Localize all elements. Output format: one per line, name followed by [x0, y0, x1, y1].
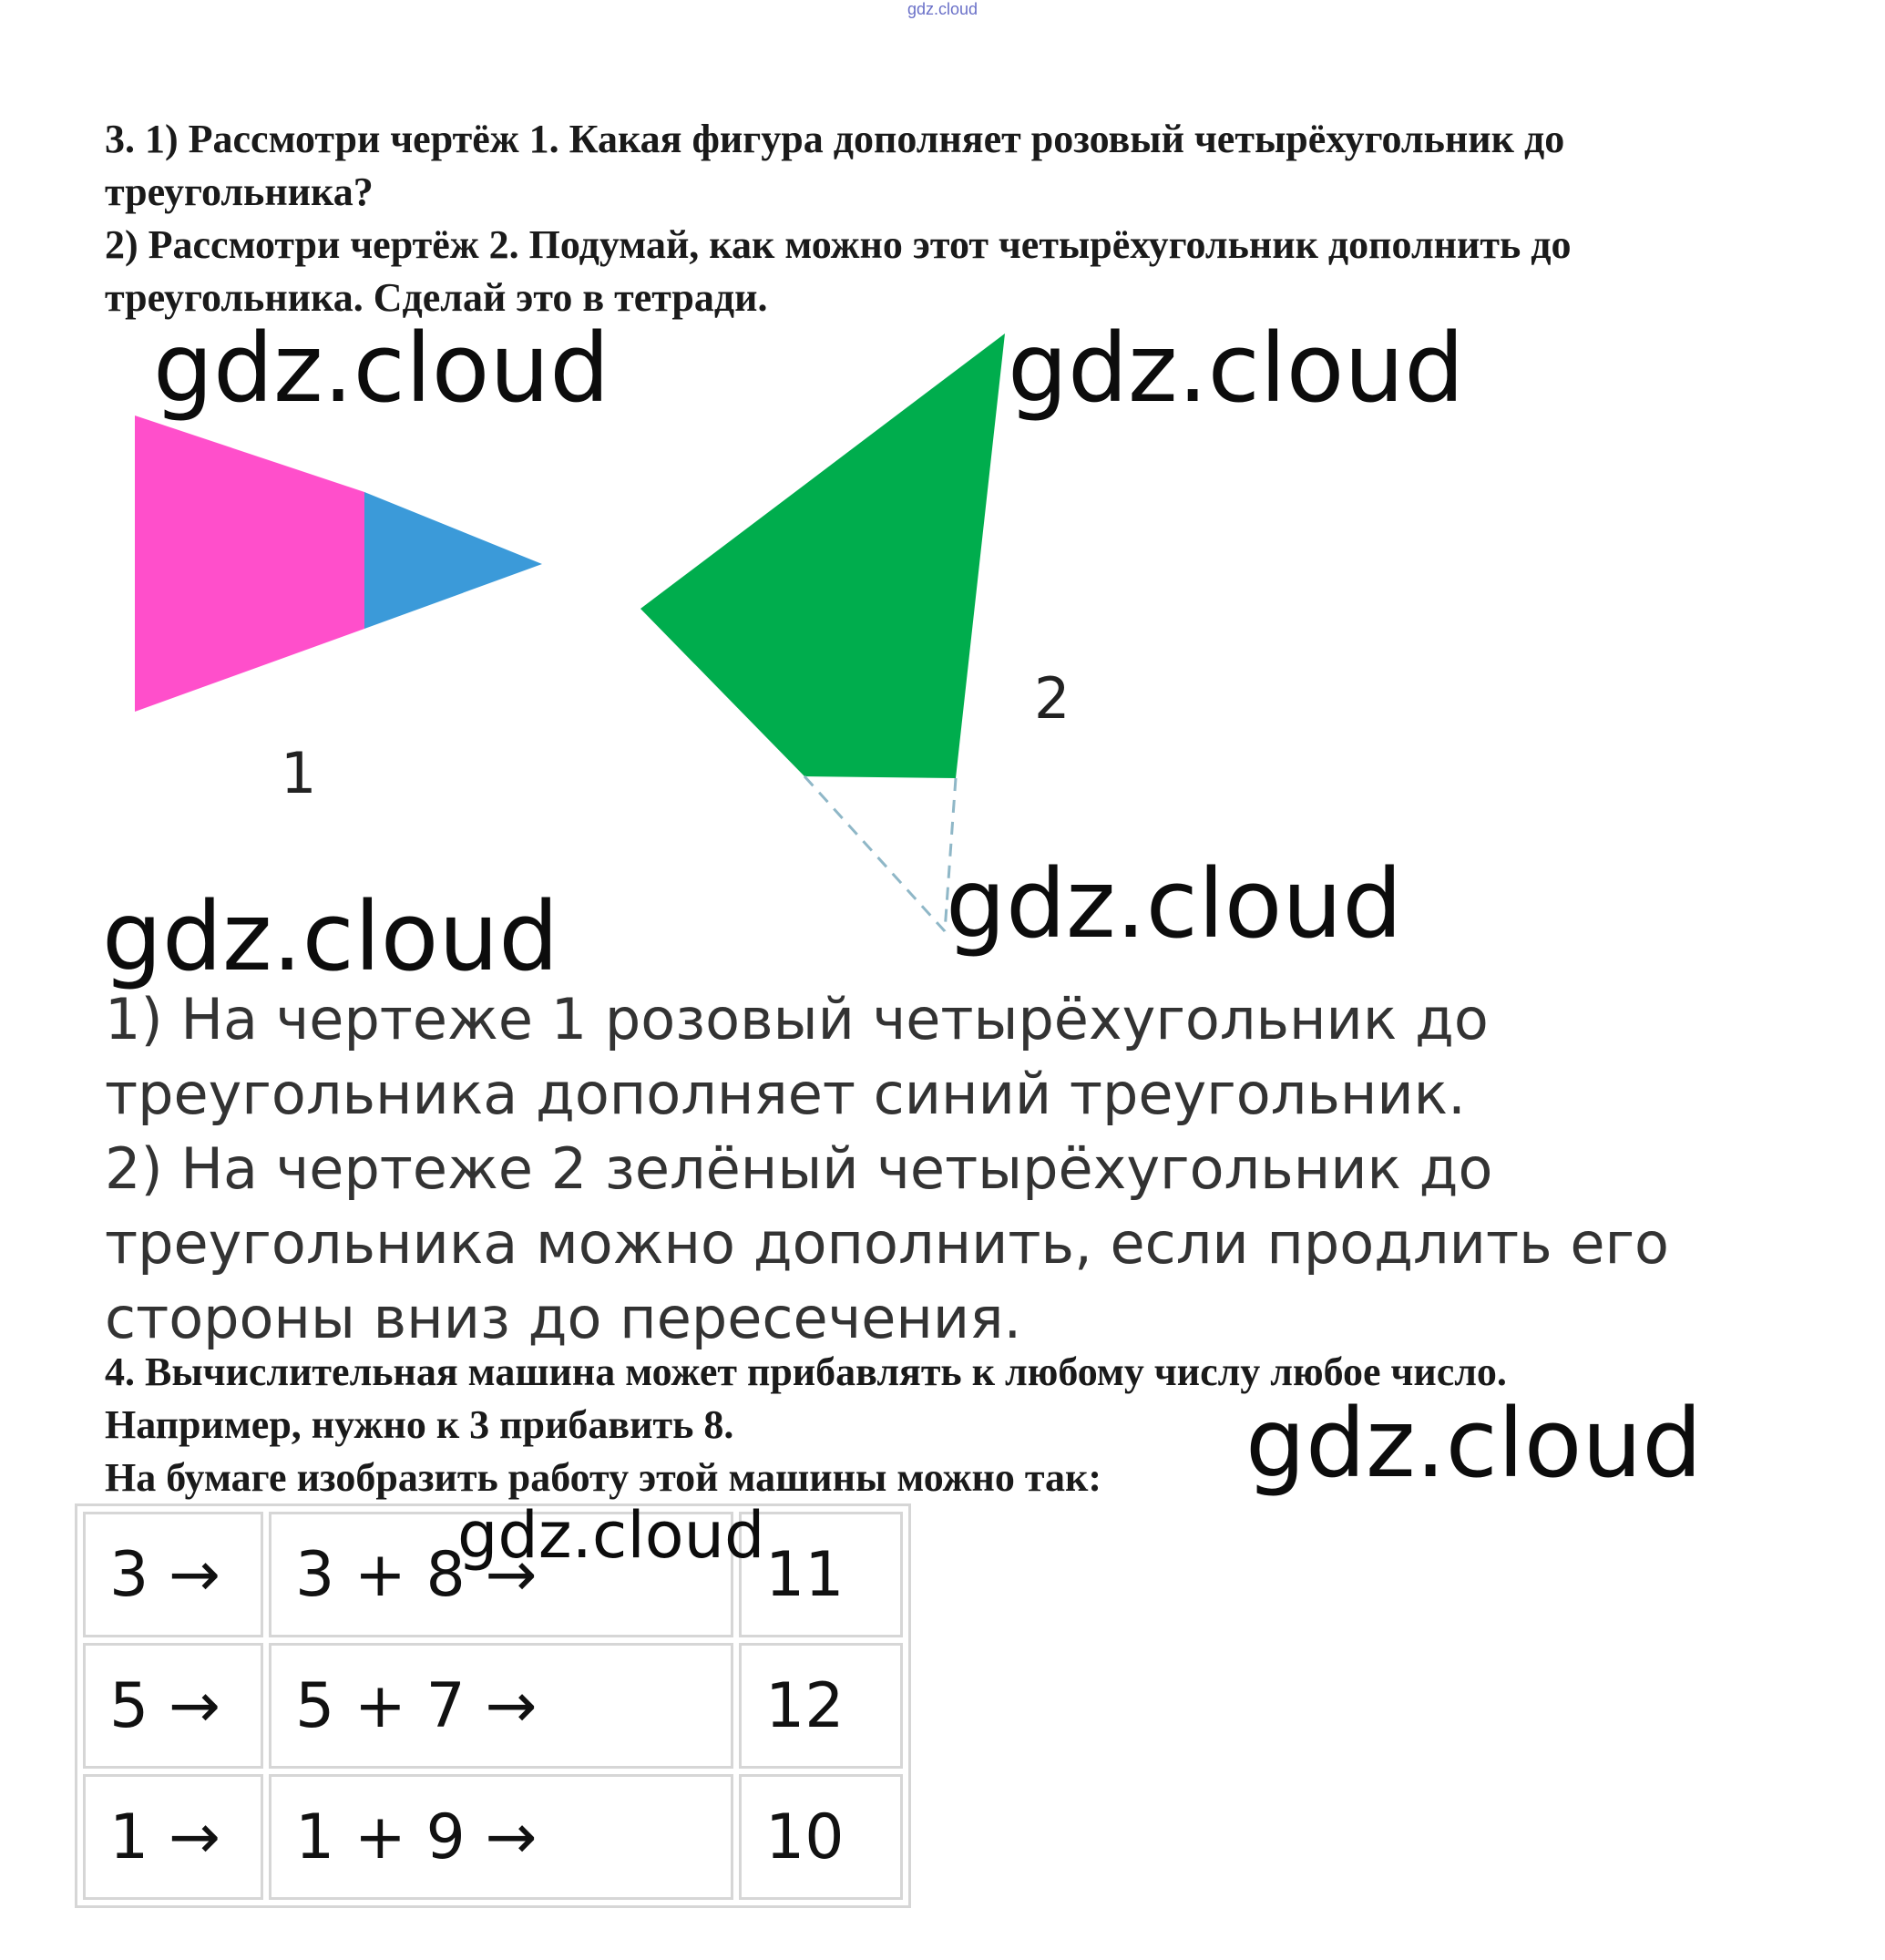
dashed-extension-left	[804, 776, 945, 931]
operation-cell: 1 + 9 →	[269, 1774, 733, 1900]
task3-line-4: треугольника. Сделай это в тетради.	[105, 275, 768, 320]
answer3-line-4: треугольника можно дополнить, если продлить его	[105, 1210, 1669, 1277]
answer3-text	[105, 982, 1836, 1356]
input-cell: 1 →	[83, 1774, 263, 1900]
result-cell: 10	[739, 1774, 903, 1900]
table-row	[83, 1774, 903, 1900]
pink-quadrilateral	[135, 416, 364, 712]
operation-cell: 5 + 7 →	[269, 1643, 733, 1769]
figure-2-label: 2	[1034, 665, 1071, 732]
table-row	[83, 1643, 903, 1769]
task4-line-2: Например, нужно к 3 прибавить 8.	[105, 1402, 734, 1447]
answer3-line-3: 2) На чертеже 2 зелёный четырёхугольник до	[105, 1135, 1493, 1202]
task3-line-2: треугольника?	[105, 169, 374, 214]
answer3-line-2: треугольника дополняет синий треугольник.	[105, 1061, 1466, 1127]
green-quadrilateral	[640, 334, 1005, 778]
site-mark: gdz.cloud	[907, 0, 978, 18]
watermark: gdz.cloud	[946, 848, 1403, 959]
result-cell: 12	[739, 1643, 903, 1769]
watermark: gdz.cloud	[1008, 313, 1465, 424]
watermark: gdz.cloud	[102, 881, 559, 992]
task4-line-1: 4. Вычислительная машина может прибавлять к любому числу любое число.	[105, 1349, 1507, 1394]
input-cell: 5 →	[83, 1643, 263, 1769]
watermark: gdz.cloud	[153, 313, 610, 424]
blue-triangle	[364, 492, 542, 629]
task4-line-3: На бумаге изобразить работу этой машины можно так:	[105, 1455, 1102, 1500]
figure-1-label: 1	[281, 740, 317, 806]
result-cell: 11	[739, 1512, 903, 1637]
answer3-line-5: стороны вниз до пересечения.	[105, 1285, 1022, 1351]
input-cell: 3 →	[83, 1512, 263, 1637]
watermark: gdz.cloud	[1245, 1388, 1703, 1499]
answer3-line-1: 1) На чертеже 1 розовый четырёхугольник до	[105, 986, 1489, 1052]
operation-cell: 3 + 8 →	[269, 1512, 733, 1637]
task3-line-1: 3. 1) Рассмотри чертёж 1. Какая фигура дополняет розовый четырёхугольник до	[105, 117, 1565, 161]
task3-line-3: 2) Рассмотри чертёж 2. Подумай, как можно этот четырёхугольник дополнить до	[105, 222, 1572, 267]
watermark: gdz.cloud	[457, 1498, 765, 1573]
